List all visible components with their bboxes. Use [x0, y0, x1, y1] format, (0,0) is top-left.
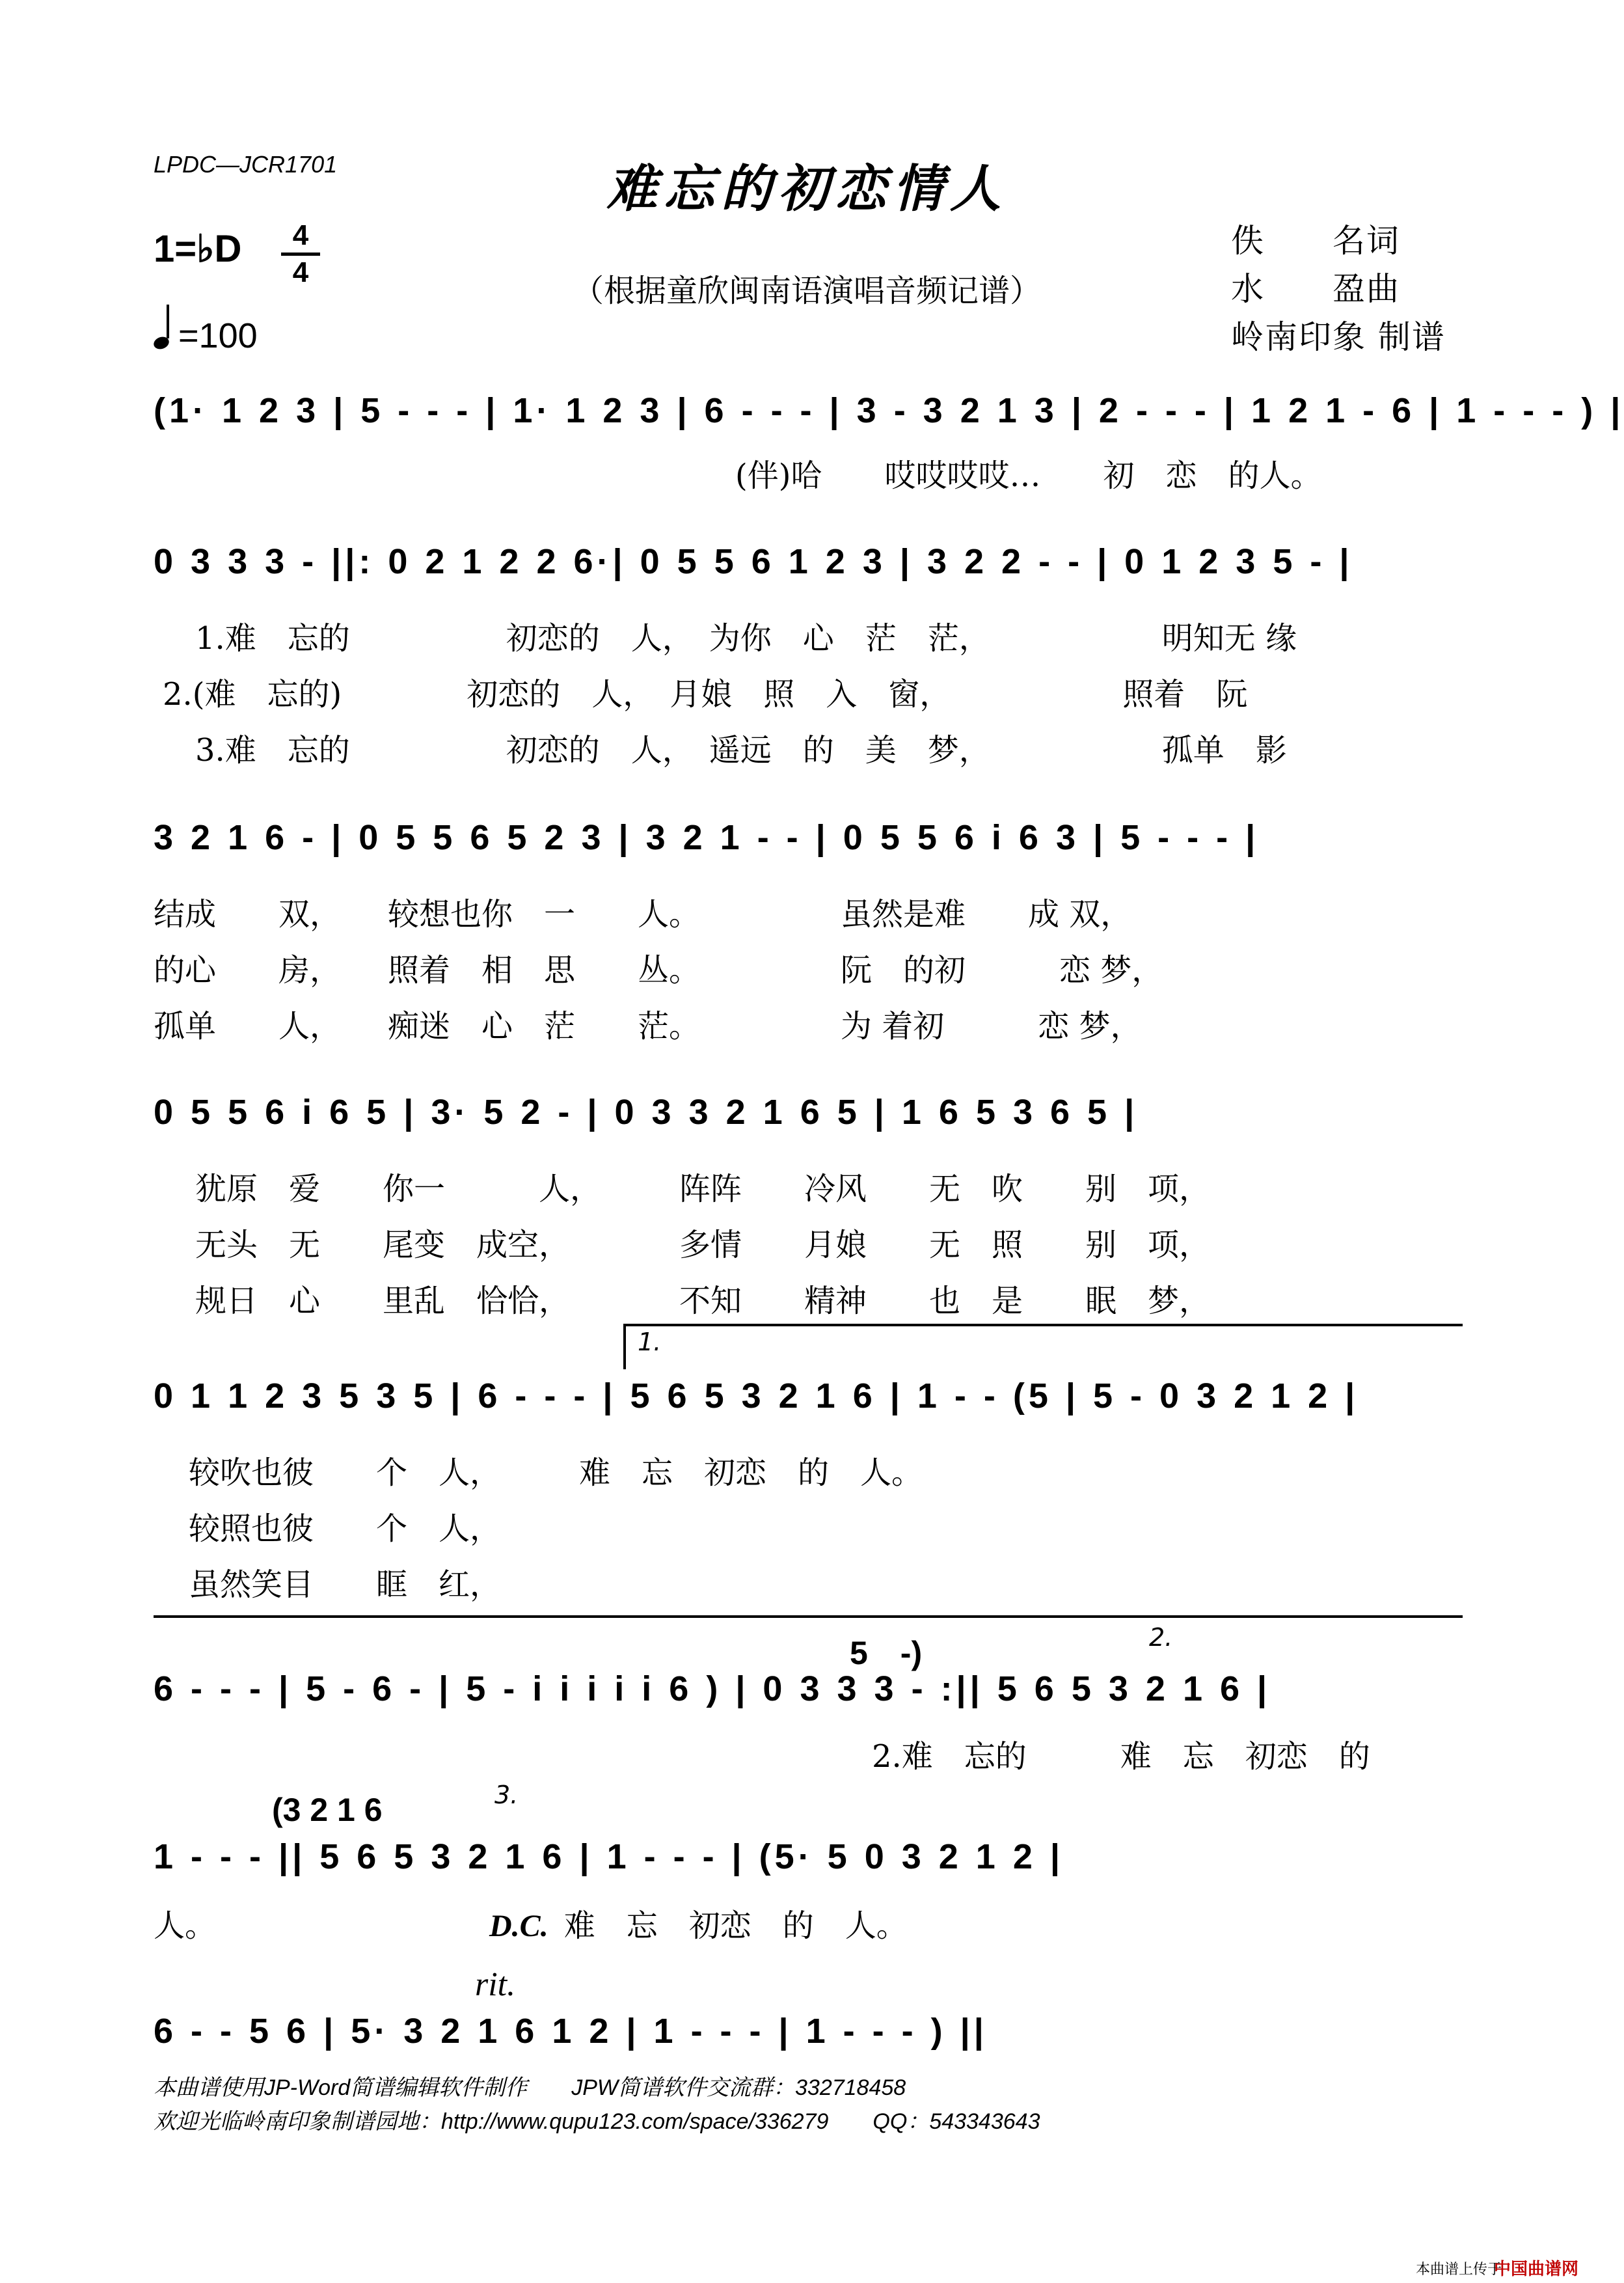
system-5-lyric-3: 虽然笑目 眶 红， — [189, 1566, 502, 1603]
time-signature-bottom: 4 — [292, 256, 309, 288]
system-1-lyric: (伴)哈 哎哎哎哎… 初 恋 的人。 — [735, 458, 1322, 494]
volta-1-bracket-edge — [623, 1324, 626, 1369]
footer-line-1: 本曲谱使用JP-Word简谱编辑软件制作 JPW简谱软件交流群：332718458 — [154, 2075, 906, 2100]
volta-1-label: 1. — [638, 1328, 662, 1356]
system-7-notes: 1 - - - || 5 6 5 3 2 1 6 | 1 - - - | (5· 5 0 3 2 1 2 | — [154, 1837, 1064, 1876]
system-8-notes: 6 - - 5 6 | 5· 3 2 1 6 1 2 | 1 - - - | 1 - - - ) || — [154, 2012, 988, 2051]
footer-line-2: 欢迎光临岭南印象制谱园地：http://www.qupu123.com/space/336279 QQ：543343643 — [154, 2109, 1040, 2134]
time-signature — [281, 220, 320, 288]
quarter-note-stem — [167, 305, 169, 338]
system-5-lyric-1: 较吹也彼 个 人， 难 忘 初恋 的 人。 — [189, 1455, 923, 1491]
subtitle: （根据童欣闽南语演唱音频记谱） — [572, 273, 1041, 309]
key-signature: 1=♭D — [154, 228, 242, 270]
system-4-lyric-3: 规日 心 里乱 恰恰， 不知 精神 也 是 眠 梦， — [195, 1283, 1211, 1319]
volta-2-label: 2. — [1149, 1623, 1173, 1652]
lyricist-credit: 佚 名词 — [1231, 222, 1400, 260]
tempo-marking — [154, 314, 258, 356]
time-signature-top: 4 — [292, 219, 309, 251]
score-code: LPDC—JCR1701 — [154, 151, 338, 178]
system-3-lyric-2: 的心 房， 照着 相 思 丛。 阮 的初 恋 梦， — [154, 952, 1163, 989]
system-6-notes: 6 - - - | 5 - 6 - | 5 - i i i i i 6 ) | 0 3 3 3 - :|| 5 6 5 3 2 1 6 | — [154, 1669, 1271, 1708]
system-3-notes: 3 2 1 6 - | 0 5 5 6 5 2 3 | 3 2 1 - - | 0 5 5 6 i 6 3 | 5 - - - | — [154, 818, 1260, 857]
system-2-lyric-3: 3.难 忘的 初恋的 人， 遥远 的 美 梦， 孤单 影 — [195, 732, 1287, 769]
system-1-notes: (1· 1 2 3 | 5 - - - | 1· 1 2 3 | 6 - - - | 3 - 3 2 1 3 | 2 - - - | 1 2 1 - 6 | 1 - - - ) | — [154, 391, 1624, 430]
system-7-small-notes: (3 2 1 6 — [272, 1792, 383, 1828]
system-3-lyric-3: 孤单 人， 痴迷 心 茫 茫。 为 着初 恋 梦， — [154, 1008, 1142, 1045]
system-5-notes: 0 1 1 2 3 5 3 5 | 6 - - - | 5 6 5 3 2 1 6 | 1 - - (5 | 5 - 0 3 2 1 2 | — [154, 1376, 1359, 1415]
system-7-lyric-prefix: 人。 — [154, 1907, 217, 1944]
page-title: 难忘的初恋情人 — [606, 159, 1007, 219]
system-7-lyric — [154, 1900, 1463, 1945]
uploaded-note: 本曲谱上传于 — [1416, 2262, 1502, 2278]
site-logo: 中国曲谱网 — [1494, 2260, 1579, 2279]
system-4-lyric-2: 无头 无 尾变 成空， 多情 月娘 无 照 别 项， — [195, 1227, 1211, 1263]
ritardando-marking: rit. — [475, 1966, 516, 2003]
system-6-top-rule — [154, 1615, 1463, 1618]
system-4-notes: 0 5 5 6 i 6 5 | 3· 5 2 - | 0 3 3 2 1 6 5 | 1 6 5 3 6 5 | — [154, 1093, 1139, 1132]
system-2-lyric-2: 2.(难 忘的) 初恋的 人， 月娘 照 入 窗， 照着 阮 — [163, 676, 1248, 713]
composer-credit: 水 盈曲 — [1231, 270, 1400, 308]
system-3-lyric-1: 结成 双， 较想也你 一 人。 虽然是难 成 双， — [154, 896, 1132, 933]
volta-3-label: 3. — [494, 1781, 519, 1809]
system-6-lyric: 2.难 忘的 难 忘 初恋 的 — [154, 1738, 1370, 1775]
system-4-lyric-1: 犹原 爱 你一 人， 阵阵 冷风 无 吹 别 项， — [195, 1171, 1211, 1207]
system-2-notes: 0 3 3 3 - ||: 0 2 1 2 2 6·| 0 5 5 6 1 2 3 | 3 2 2 - - | 0 1 2 3 5 - | — [154, 542, 1353, 581]
time-signature-bar — [281, 253, 320, 256]
system-2-lyric-1: 1.难 忘的 初恋的 人， 为你 心 茫 茫， 明知无 缘 — [195, 620, 1297, 657]
dc-marking: D.C. — [489, 1909, 548, 1943]
tempo-value: =100 — [178, 316, 258, 355]
volta-1-bracket — [623, 1324, 1463, 1326]
system-7-lyric-rest: 难 忘 初恋 的 人。 — [563, 1907, 908, 1944]
system-6-small-note: 5 -) — [850, 1635, 923, 1671]
arranger-credit: 岭南印象 制谱 — [1231, 318, 1446, 356]
system-5-lyric-2: 较照也彼 个 人， — [189, 1511, 502, 1547]
